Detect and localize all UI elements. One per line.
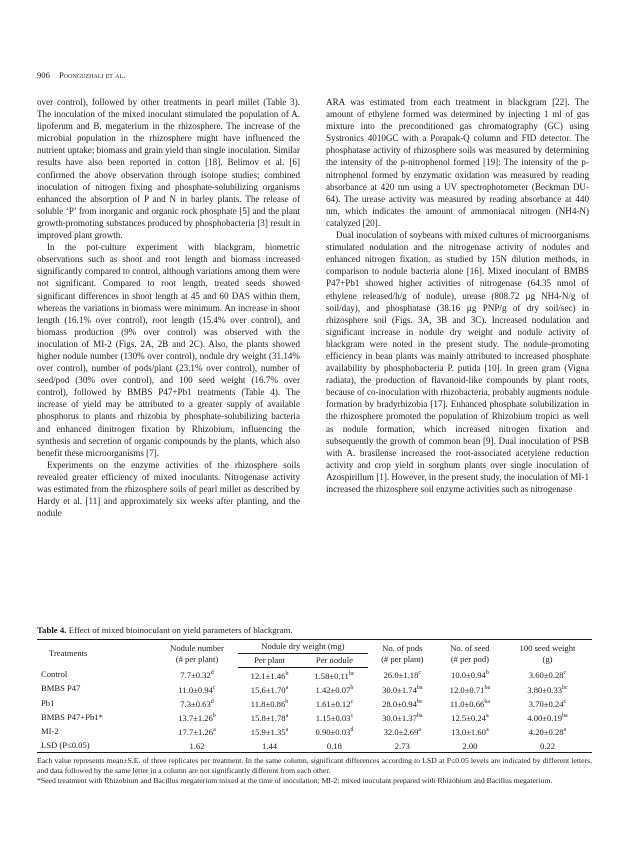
cell-seed: 2.00 — [437, 738, 503, 753]
header-per-nodule: Per nodule — [301, 654, 368, 668]
paragraph: over control), followed by other treatments in pearl millet (Table 3). The inoculation of the mixed inoculant stimulated the population of A. lipoferum and B. megaterium in the rhizosphere. The increase of the microbial population in the rhizosphere might have influenced the nutrient uptake; biomass and grain yield than single inoculation. Similar results have also been reported in cotton [18]. Belimov et al. [6] confirmed the above observation through isotope studies; combined inoculation of nitrogen fixing and phosphate-solubilizing organisms enhanced the absorption of P and N in barley plants. The release of soluble ‘P’ from inorganic and organic rock phosphate [5] and the plant growth-promoting substances produced by phosphobacteria [3] result in improved plant growth. — [37, 97, 300, 241]
cell-per-plant: 15.9±1.35$^a$ — [250, 726, 289, 737]
cell-nodule-number: 7.7±0.32$^d$ — [180, 670, 214, 681]
cell-pods: 30.0±1.37$^{ba}$ — [382, 712, 423, 723]
row-treatment: Control — [41, 669, 68, 680]
cell-per-nodule: 1.58±0.11$^{bc}$ — [314, 670, 355, 681]
table-body — [37, 668, 592, 753]
cell-weight: 3.60±0.28$^c$ — [528, 670, 567, 681]
cell-pods: 32.0±2.69$^a$ — [383, 726, 422, 737]
cell-per-nodule: 0.18 — [301, 738, 368, 753]
footnote: *Seed treatment with Rhizobium and Bacillus megaterium mixed at the time of inoculation; MI-2: mixed inoculant prepared with Rhizobium and Bacillus megaterium. — [37, 776, 553, 786]
cell-seed: 12.5±0.24$^a$ — [451, 712, 489, 723]
paragraph: Experiments on the enzyme activities of the rhizosphere soils revealed greater efficiency of mixed inoculants. Nitrogenase activity was estimated from the rhizosphere soils of pearl millet as described by Hardy et al. [11] and approximately six weeks after planting, and the nodule — [37, 459, 300, 519]
cell-seed: 11.0±0.66$^{ba}$ — [449, 698, 490, 709]
running-head-authors: Poonguzhali et al. — [59, 70, 126, 80]
cell-per-plant: 15.8±1.78$^a$ — [250, 712, 289, 723]
table-row — [37, 738, 592, 753]
left-column — [37, 96, 300, 519]
paragraph: ARA was estimated from each treatment in blackgram [22]. The amount of ethylene formed was determined by injecting 1 ml of gas mixture into the preconditioned gas chromatography (GC) using Systronics 4010GC with a Porapak-Q column and FID detector. The phosphatase activity of rhizosphere soils was measured by determining the intensity of the p-nitrophenol formed [19]: The intensity of the p-nitrophenol formed by enzymatic oxidation was measured by reading absorbance at 420 nm using a UV spectrophotometer (Beckman DU-64). The urease activity was measured by reading absorbance at 440 nm, which indicates the amount of ammoniacal nitrogen (NH4-N) catalyzed [20]. — [326, 97, 589, 228]
cell-weight: 3.80±0.33$^{bc}$ — [527, 684, 568, 695]
header-per-plant: Per plant — [238, 654, 301, 668]
table-row — [37, 724, 592, 738]
header-seed-weight: 100 seed weight (g) — [519, 642, 576, 664]
paragraph: Dual inoculation of soybeans with mixed cultures of microorganisms stimulated nodulation and the nitrogenase activity of nodules and enhanced nitrogen fixation, as studied by 15N dilution methods, in comparison to nodule bacteria alone [16]. Mixed inoculant of BMBS P47+Pb1 showed higher activities of nitrogenase (64.35 nmol of ethylene released/h/g of nodule), urease (808.72 µg NH4-N/g of soil/day), and phosphatase (38.16 µg PNP/g of dry soil/sec) in rhizosphere soil (Figs. 3A, 3B and 3C). Increased nodulation and significant increase in nodule dry weight and nodule activity of blackgram were noted in the present study. The nodule-promoting efficiency in bean plants was mainly attributed to increased phosphate availability by phosphobacteria P. putida [10]. In green gram (Vigna radiata), the production of flavanoid-like compounds by plant roots, because of co-inoculation with rhizobacteria, probably augments nodule formation by bradyrhizobia [17]. Enhanced phosphate solubilization in the rhizosphere promoted the population of Rhizobium tropici as well as nodule formation, which increased nitrogen fixation and subsequently the growth of common bean [9]. Dual inoculation of PSB with A. brasilense increased the root-associated acetylene reduction activity and crop yield in sorghum plants over single inoculation of Azospirillum [1]. However, in the present study, the inoculation of MI-1 increased the rhizosphere soil enzyme activities such as nitrogenase — [326, 230, 589, 494]
header-nodule-dry-weight: Nodule dry weight (mg) — [261, 641, 345, 651]
cell-nodule-number: 11.0±0.94$^c$ — [178, 684, 216, 695]
cell-per-plant: 11.8±0.86$^b$ — [250, 698, 289, 709]
row-treatment: LSD (P≤0.05) — [37, 738, 156, 753]
cell-weight: 4.20±0.28$^a$ — [528, 726, 567, 737]
table-footnotes — [37, 756, 592, 786]
cell-seed: 12.0±0.71$^{ba}$ — [449, 684, 491, 695]
table-title: Effect of mixed bioinoculant on yield parameters of blackgram. — [68, 625, 293, 635]
table-caption — [37, 625, 592, 635]
cell-pods: 26.0±1.18$^c$ — [383, 670, 422, 681]
table-row — [37, 668, 592, 683]
cell-per-plant: 12.1±1.46$^b$ — [250, 670, 289, 681]
cell-pods: 28.0±0.94$^{bc}$ — [382, 698, 423, 709]
header-nodule-number: Nodule number (# per plant) — [170, 642, 224, 664]
cell-per-nodule: 1.15±0.03$^c$ — [315, 712, 354, 723]
running-header — [37, 70, 125, 80]
cell-nodule-number: 17.7±1.26$^a$ — [178, 726, 216, 737]
cell-pods: 30.0±1.74$^{ba}$ — [382, 684, 423, 695]
table-4 — [37, 625, 592, 786]
right-column — [326, 96, 589, 495]
cell-per-nodule: 1.61±0.12$^c$ — [315, 698, 354, 709]
table-row — [37, 682, 592, 696]
cell-weight: 0.22 — [503, 738, 592, 753]
header-pods: No. of pods (# per plant) — [381, 642, 424, 664]
paragraph: In the pot-culture experiment with blackgram, biometric observations such as shoot and root length and biomass increased significantly compared to control, although variations among them were not significant. Compared to root length, treated seeds showed significant differences in shoot length at 45 and 60 DAS within them, whereas the variations in biomass were minimum. An increase in shoot length (16.1% over control), root length (15.4% over control), and biomass production (9% over control) was observed with the inoculation of MI-2 (Figs. 2A, 2B and 2C). Also, the plants showed higher nodule number (130% over control), nodule dry weight (31.14% over control), number of pods/plant (23.1% over control), number of seed/pod (30% over control), and 100 seed weight (16.7% over control), followed by BMBS P47+Pb1 treatments (Table 4). The increase of yield may be attributed to a greater supply of available phosphorus to plants and rhizobia by phosphate-solubilizing bacteria and enhanced dinitrogen fixation by Rhizobium, influencing the synthesis and secretion of organic compounds by the plants, which also benefit these microorganisms [7]. — [37, 242, 300, 458]
cell-weight: 4.00±0.19$^{ba}$ — [527, 712, 568, 723]
cell-per-plant: 15.6±1.70$^a$ — [250, 684, 289, 695]
yield-table — [37, 639, 592, 753]
row-treatment: BMBS P47+Pb1* — [41, 711, 103, 722]
header-seed: No. of seed (# per pod) — [450, 642, 490, 664]
cell-per-nodule: 1.42±0.07$^b$ — [315, 684, 354, 695]
cell-seed: 10.0±0.94$^b$ — [451, 670, 489, 681]
table-row — [37, 696, 592, 710]
row-treatment: Pb1 — [41, 697, 55, 708]
cell-nodule-number: 1.62 — [156, 738, 238, 753]
table-label: Table 4. — [37, 625, 67, 635]
cell-per-nodule: 0.90±0.03$^d$ — [315, 726, 354, 737]
table-row — [37, 710, 592, 724]
row-treatment: MI-2 — [41, 725, 59, 736]
cell-seed: 13.0±1.60$^a$ — [451, 726, 489, 737]
cell-nodule-number: 7.3±0.63$^d$ — [180, 698, 214, 709]
cell-weight: 3.70±0.24$^c$ — [528, 698, 567, 709]
page-number: 906 — [37, 70, 50, 80]
header-treatments: Treatments — [49, 648, 88, 659]
row-treatment: BMBS P47 — [41, 683, 81, 694]
cell-pods: 2.73 — [368, 738, 437, 753]
footnote: Each value represents mean±S.E. of three replicates per treatment. In the same column, significant differences according to LSD at P≤0.05 levels are indicated by different letters, and data followed by the same letter in a column are not significantly different from each other. — [37, 756, 592, 776]
cell-per-plant: 1.44 — [238, 738, 301, 753]
cell-nodule-number: 13.7±1.26$^b$ — [178, 712, 216, 723]
